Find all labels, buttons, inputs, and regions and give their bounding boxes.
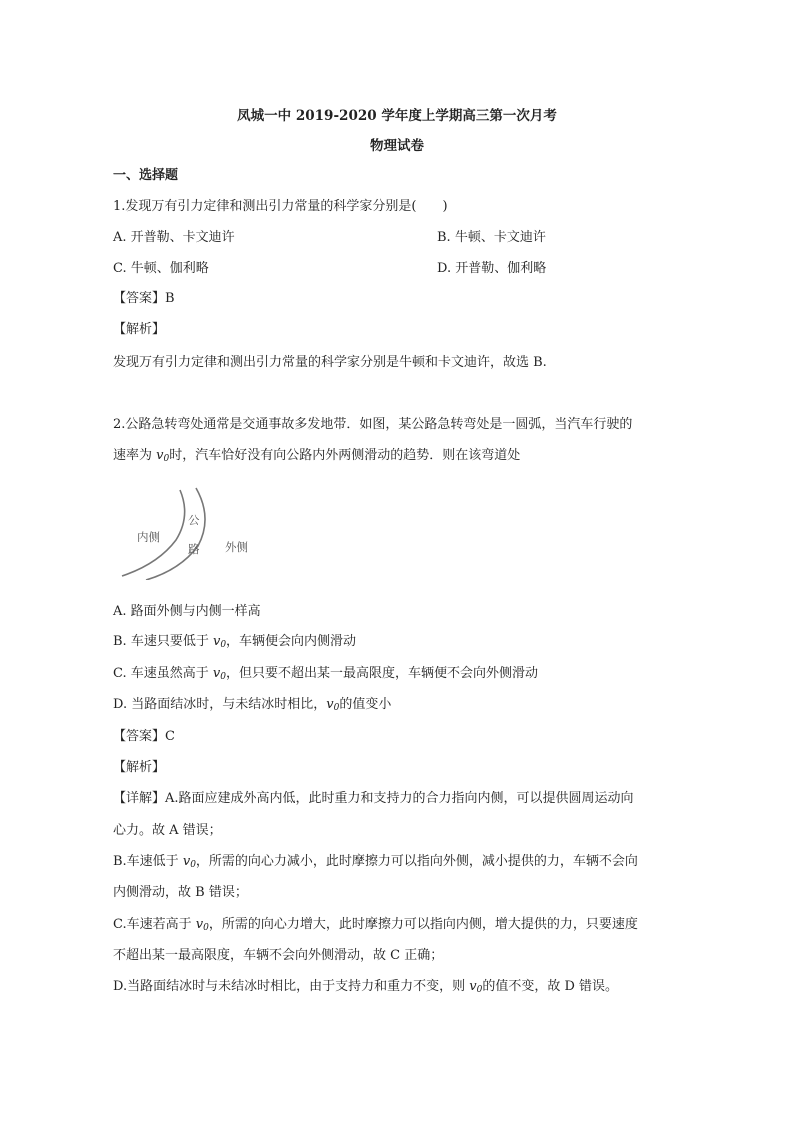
q2-detail-b-a: B.车速低于 [113,854,183,869]
q1-analysis-text: 发现万有引力定律和测出引力常量的科学家分别是牛顿和卡文迪许，故选 B. [113,355,547,370]
q2-detail-a-line1: 【详解】A.路面应建成外高内低，此时重力和支持力的合力指向内侧，可以提供圆周运动向 [113,791,634,806]
q2-stem-line1: 2.公路急转弯处通常是交通事故多发地带．如图，某公路急转弯处是一圆弧，当汽车行驶的 [113,417,633,432]
q2-option-c-a: C. 车速虽然高于 [113,666,213,681]
label-road-2: 路 [188,542,200,556]
q2-stem-line2-a: 速率为 [113,448,157,463]
v-subscript: 0 [220,672,226,682]
q2-option-b-b: ，车辆便会向内侧滑动 [226,634,357,649]
q2-option-c-b: ，但只要不超出某一最高限度，车辆便不会向外侧滑动 [225,666,538,681]
q1-answer: 【答案】B [113,291,175,306]
road-curve-svg [118,484,268,580]
q2-detail-a-line2: 心力。故 A 错误； [113,823,222,838]
q1-option-a: A. 开普勒、卡文迪许 [113,230,235,245]
q2-option-b-a: B. 车速只要低于 [113,634,213,649]
section-heading: 一、选择题 [113,168,179,183]
v-symbol: v [156,448,164,463]
q2-detail-c-line2: 不超出某一最高限度，车辆不会向外侧滑动，故 C 正确； [113,948,444,963]
v-symbol: v [212,634,221,649]
v-symbol: v [195,917,204,932]
q2-option-d-a: D. 当路面结冰时，与未结冰时相比， [113,697,327,712]
label-inner-side: 内侧 [137,530,160,544]
label-outer-side: 外侧 [225,540,248,554]
v-subscript: 0 [163,454,170,464]
v-subscript: 0 [203,923,209,933]
q1-stem: 1.发现万有引力定律和测出引力常量的科学家分别是( ) [113,199,448,214]
q1-analysis-label: 【解析】 [113,322,166,337]
q2-answer: 【答案】C [113,729,175,744]
q2-option-c [113,665,538,686]
v-subscript: 0 [333,703,340,713]
q2-option-b [113,633,356,654]
road-curve-diagram [118,484,268,580]
v-symbol: v [469,979,477,994]
q2-stem-line2-b: 时，汽车恰好没有向公路内外两侧滑动的趋势．则在该弯道处 [169,448,521,463]
exam-subtitle: 物理试卷 [370,138,424,154]
v-symbol: v [212,666,221,681]
q2-detail-b-line2: 内侧滑动，故 B 错误； [113,885,248,900]
exam-title: 凤城一中 2019-2020 学年度上学期高三第一次月考 [237,108,557,124]
q2-detail-c-a: C.车速若高于 [113,917,196,932]
q2-option-d [113,696,391,717]
q2-detail-d-a: D.当路面结冰时与未结冰时相比，由于支持力和重力不变，则 [113,979,470,994]
v-subscript: 0 [220,640,227,650]
v-symbol: v [326,697,334,712]
q2-detail-d-b: 的值不变，故 D 错误。 [482,979,619,994]
q2-detail-d [113,978,618,999]
q2-stem-line2 [113,447,520,468]
q2-detail-c-b: ，所需的向心力增大，此时摩擦力可以指向内侧，增大提供的力，只要速度 [208,917,638,932]
label-road-1: 公 [188,513,200,527]
q2-option-d-b: 的值变小 [339,697,392,712]
q2-option-a: A. 路面外侧与内侧一样高 [113,604,261,619]
v-symbol: v [182,854,191,869]
q2-detail-c-line1 [113,916,638,937]
q2-detail-b-line1 [113,853,638,874]
q1-option-d: D. 开普勒、伽利略 [437,261,547,276]
v-subscript: 0 [190,860,196,870]
q1-option-c: C. 牛顿、伽利略 [113,261,209,276]
q1-option-b: B. 牛顿、卡文迪许 [437,230,546,245]
q2-analysis-label: 【解析】 [113,760,166,775]
v-subscript: 0 [476,985,483,995]
q2-detail-b-b: ，所需的向心力减小，此时摩擦力可以指向外侧，减小提供的力，车辆不会向 [195,854,638,869]
